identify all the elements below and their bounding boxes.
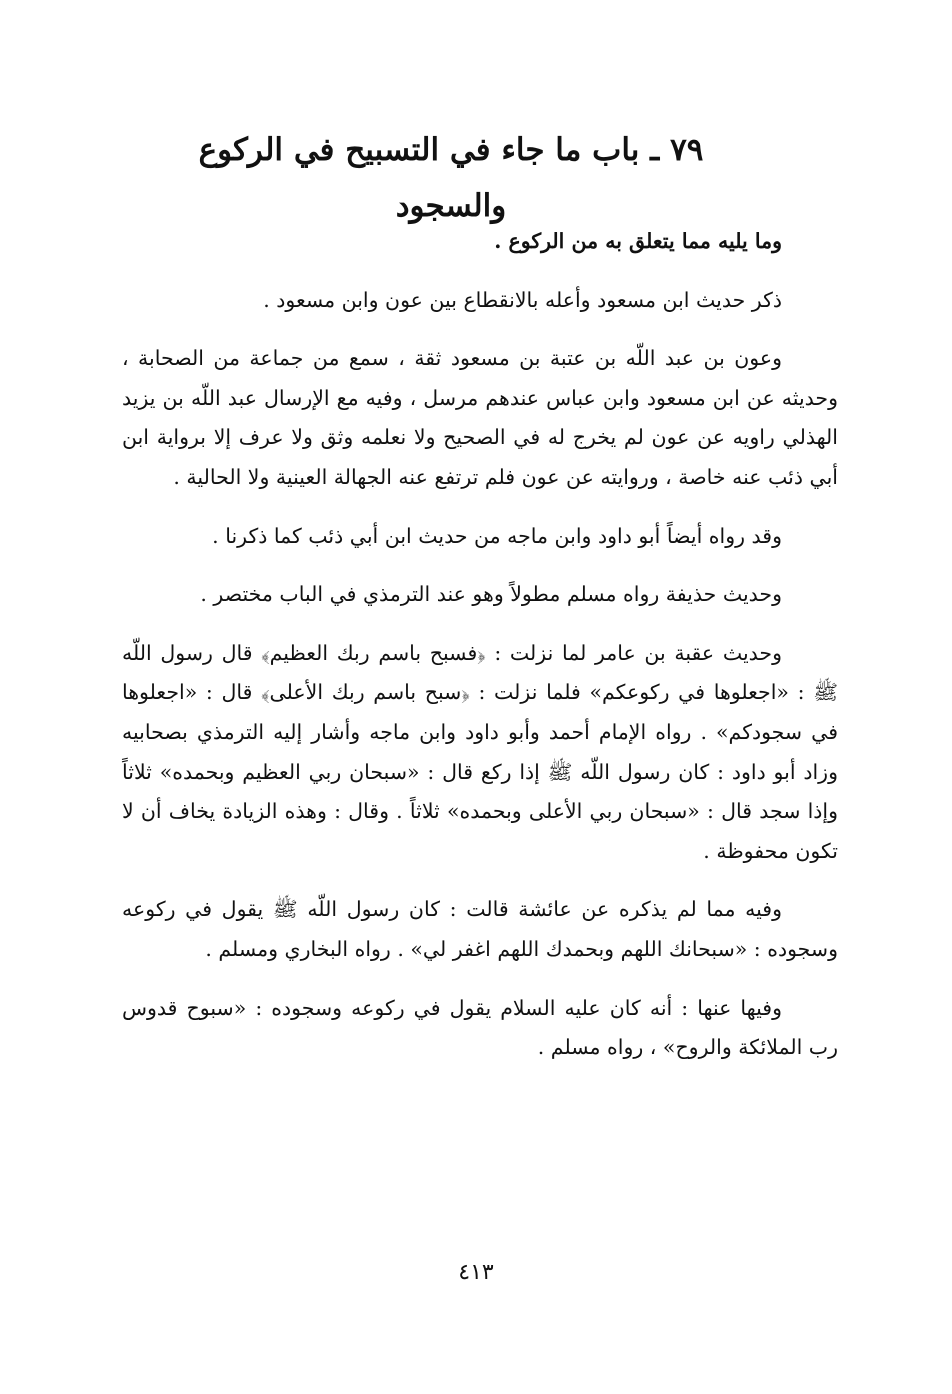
body-text	[122, 222, 838, 1087]
paragraph: وحديث حذيفة رواه مسلم مطولاً وهو عند الترمذي في الباب مختصر .	[200, 582, 782, 607]
page-number: ٤١٣	[458, 1260, 494, 1285]
paragraph: وقد رواه أيضاً أبو داود وابن ماجه من حديث ابن أبي ذئب كما ذكرنا .	[212, 523, 782, 548]
paragraph: ذكر حديث ابن مسعود وأعله بالانقطاع بين عون وابن مسعود .	[263, 287, 782, 312]
paragraph: وحديث عقبة بن عامر لما نزلت : ﴿فسبح باسم ربك العظيم﴾ قال رسول اللّه ﷺ : «اجعلوها في ركوعكم» فلما نزلت : ﴿سبح باسم ربك الأعلى﴾ قال : «اجعلوها في سجودكم» . رواه الإمام أحمد وأبو داود وابن ماجه وأشار إليه الترمذي بصحابيه وزاد أبو داود : كان رسول اللّه ﷺ إذا ركع قال : «سبحان ربي العظيم وبحمده» ثلاثاً وإذا سجد قال : «سبحان ربي الأعلى وبحمده» ثلاثاً . وقال : وهذه الزيادة يخاف أن لا تكون محفوظة .	[122, 640, 838, 863]
chapter-title: ٧٩ ـ باب ما جاء في التسبيح في الركوع والسجود	[198, 132, 704, 224]
paragraph-intro: وما يليه مما يتعلق به من الركوع .	[494, 229, 782, 253]
paragraph: وفيه مما لم يذكره عن عائشة قالت : كان رسول اللّه ﷺ يقول في ركوعه وسجوده : «سبحانك اللهم وبحمدك اللهم اغفر لي» . رواه البخاري ومسلم .	[122, 897, 838, 961]
paragraph: وفيها عنها : أنه كان عليه السلام يقول في ركوعه وسجوده : «سبوح قدوس رب الملائكة والروح» ، رواه مسلم .	[122, 995, 838, 1060]
paragraph: وعون بن عبد اللّه بن عتبة بن مسعود ثقة ، سمع من جماعة من الصحابة ، وحديثه عن ابن مسعود وابن عباس عندهم مرسل ، وفيه مع الإرسال عبد اللّه بن يزيد الهذلي راويه عن عون لم يخرج له في الصحيح ولا نعلمه وثق ولا عرف إلا برواية ابن أبي ذئب عنه خاصة ، وروايته عن عون فلم ترتفع عنه الجهالة العينية ولا الحالية .	[122, 346, 838, 489]
